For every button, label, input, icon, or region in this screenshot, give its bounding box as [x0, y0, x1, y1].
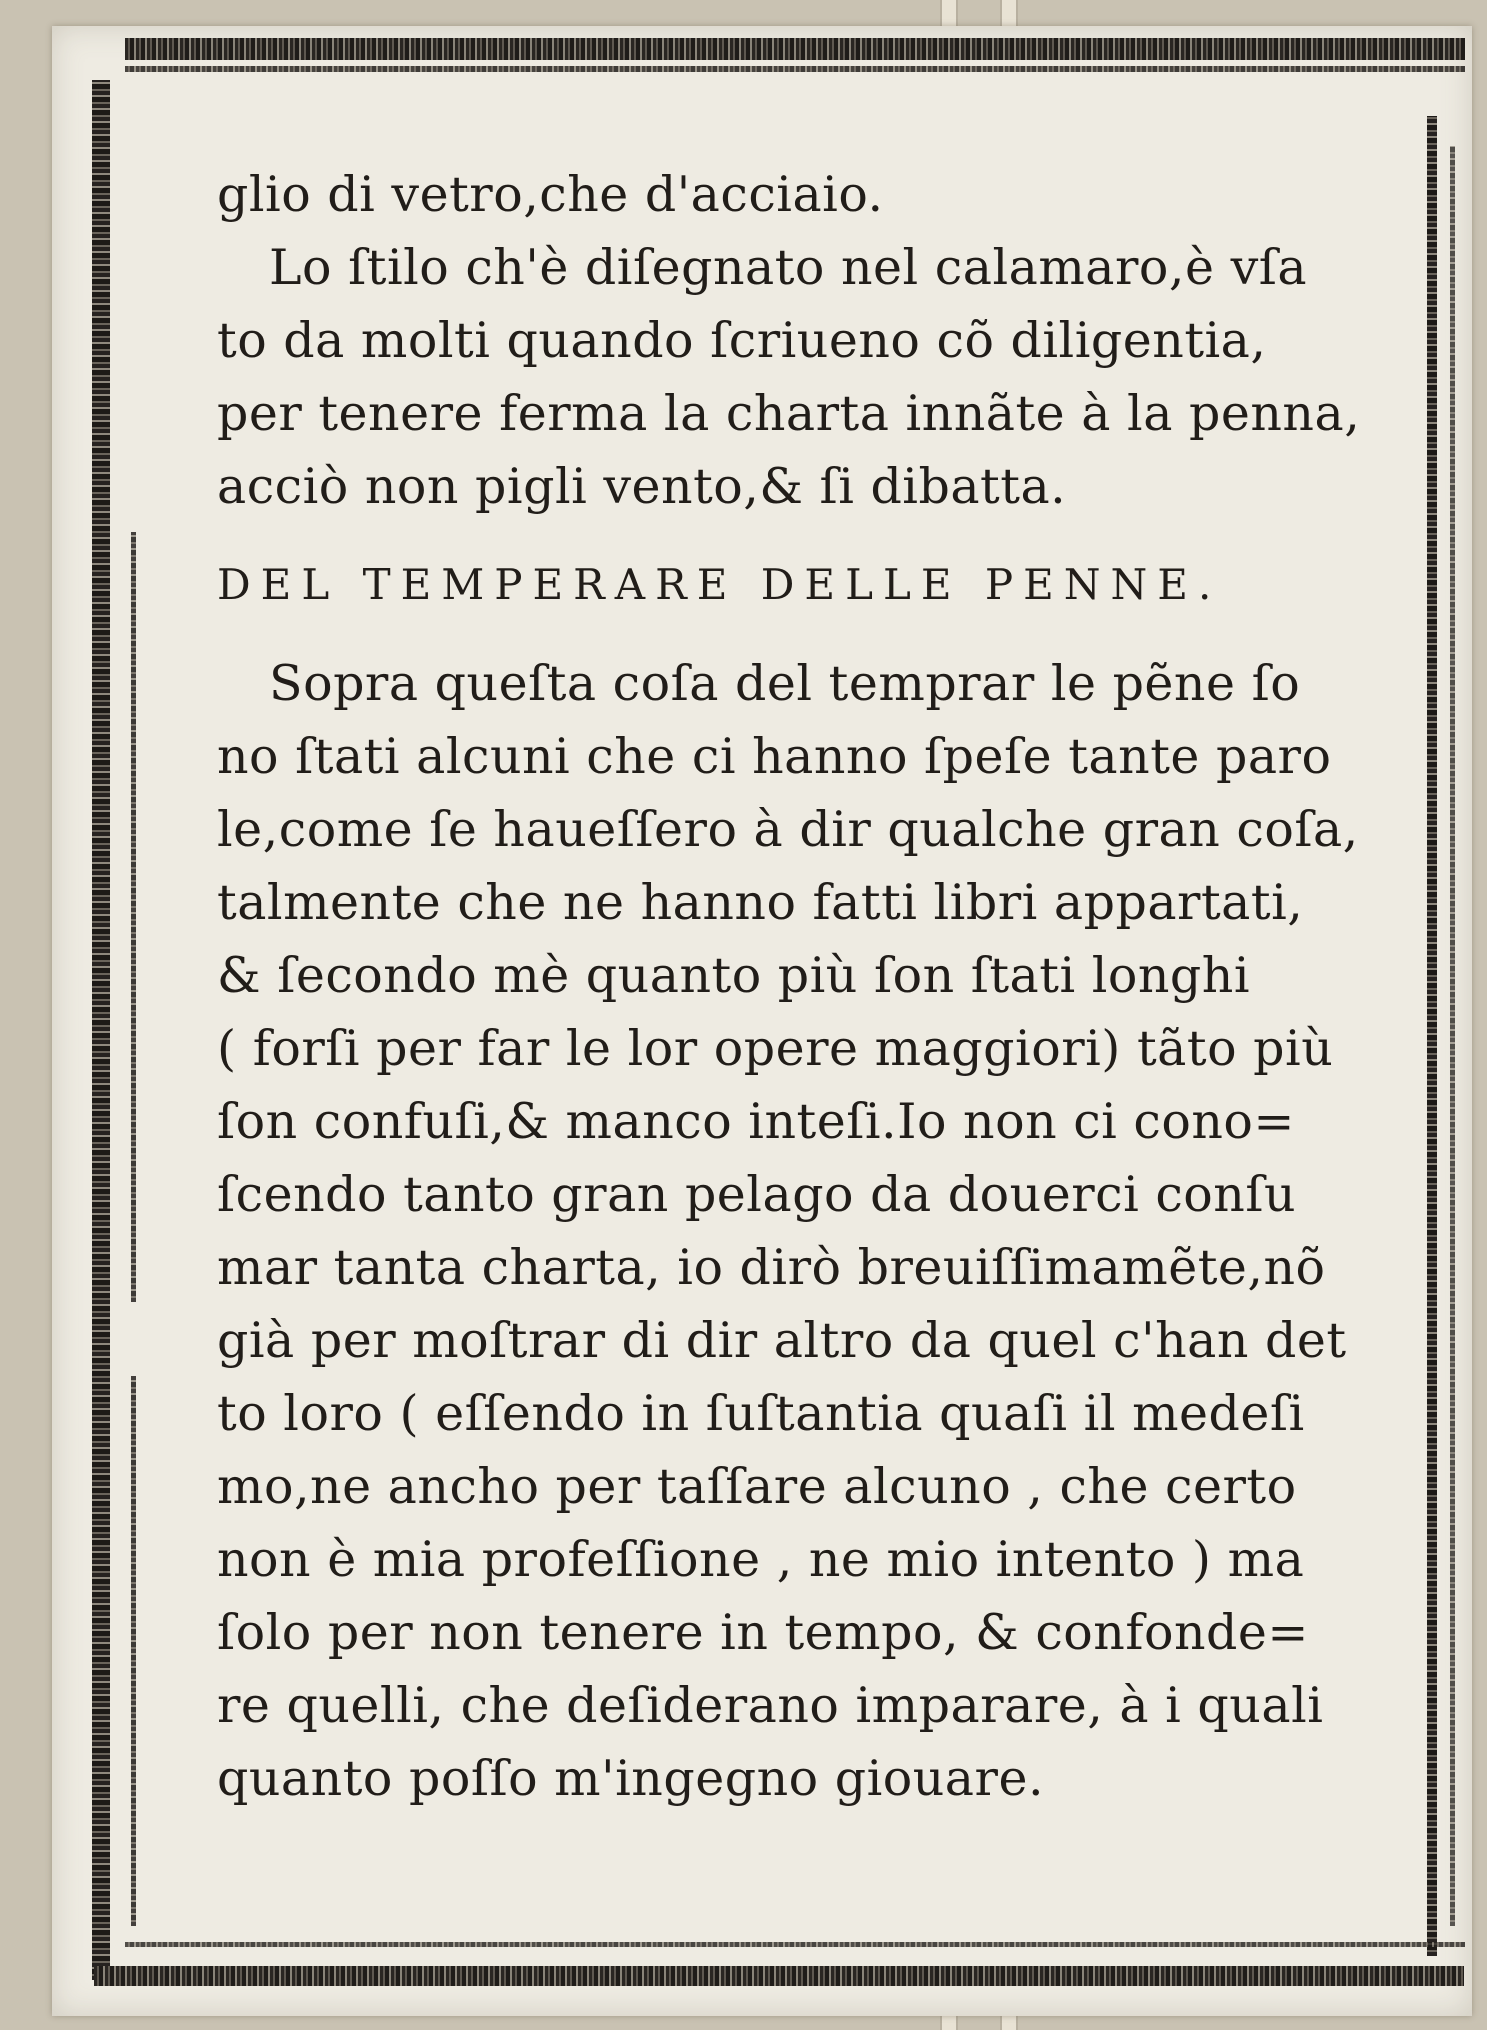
text-line: le,come ſe haueſſero à dir qualche gran coſa, [217, 801, 1359, 858]
bottom-border-rule-inner [125, 1942, 1465, 1947]
text-line: mo,ne ancho per taſſare alcuno , che certo [217, 1458, 1297, 1515]
text-line: to loro ( eſſendo in ſuſtantia quaſi il medeſi [217, 1385, 1305, 1442]
right-border-rule-outer [1450, 146, 1455, 1926]
text-line: Sopra queſta coſa del temprar le pẽne ſo [269, 655, 1301, 712]
text-line: per tenere ferma la charta innãte à la penna, [217, 385, 1361, 442]
section-gap [217, 625, 1377, 647]
right-border-rule [1427, 116, 1437, 1956]
text-line: quanto poſſo m'ingegno giouare. [217, 1750, 1045, 1807]
left-border-rule-inner-upper [131, 532, 136, 1302]
text-line: no ſtati alcuni che ci hanno ſpeſe tante paro [217, 728, 1332, 785]
text-line: ſcendo tanto gran pelago da douerci conſu [217, 1166, 1297, 1223]
text-line: talmente che ne hanno fatti libri appartati, [217, 874, 1304, 931]
text-line: non è mia profeſſione , ne mio intento ) ma [217, 1531, 1305, 1588]
page-text [217, 158, 1377, 1815]
text-line: ſon confuſi,& manco inteſi.Io non ci cono= [217, 1093, 1295, 1150]
text-line: glio di vetro,che d'acciaio. [217, 166, 884, 223]
top-border-rule [125, 38, 1465, 60]
text-line: ( forſi per far le lor opere maggiori) tãto più [217, 1020, 1334, 1077]
text-line: Lo ſtilo ch'è diſegnato nel calamaro,è vſa [269, 239, 1308, 296]
text-line: to da molti quando ſcriueno cõ diligentia, [217, 312, 1267, 369]
text-line: re quelli, che deſiderano imparare, à i quali [217, 1677, 1324, 1734]
text-line: già per moſtrar di dir altro da quel c'han det [217, 1312, 1347, 1369]
bottom-border-rule [94, 1966, 1464, 1986]
text-line: mar tanta charta, io dirò breuiſſimamẽte,nõ [217, 1239, 1326, 1296]
section-heading: DEL TEMPERARE DELLE PENNE. [217, 560, 1222, 609]
text-line: ſolo per non tenere in tempo, & confonde= [217, 1604, 1309, 1661]
printed-page [52, 26, 1472, 2016]
left-border-rule [92, 80, 110, 1980]
text-line: acciò non pigli vento,& ſi dibatta. [217, 458, 1067, 515]
text-line: & ſecondo mè quanto più ſon ſtati longhi [217, 947, 1251, 1004]
left-border-rule-inner-lower [131, 1376, 136, 1926]
top-border-rule-inner [125, 66, 1465, 72]
